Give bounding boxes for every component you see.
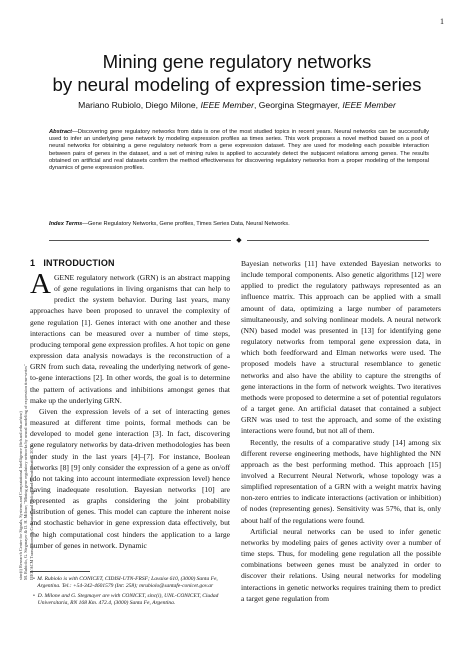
title-line: by neural modeling of expression time-series xyxy=(52,74,422,95)
footnote xyxy=(33,576,229,590)
bullet-icon: • xyxy=(33,576,35,582)
abstract-label: Abstract xyxy=(49,129,73,135)
page-number: 1 xyxy=(440,17,444,26)
title-line: Mining gene regulatory networks xyxy=(102,51,372,72)
sidebar-citation xyxy=(7,200,34,580)
index-terms xyxy=(49,221,429,228)
index-terms-label: Index Terms xyxy=(49,221,83,227)
paragraph: Bayesian networks [11] have extended Bayesian networks to include temporal components. Also genetic algorithms [12] were applied to predict the regulatory pathways represented as an influence matrix. This approach can be applied with a small amount of data, optimizing a large number of parameters simultaneously, and solving nonlinear models. A neural network (NN) based model was presented in [13] for identifying gene regulatory networks from temporal gene expression data, in which both feedforward and Elman networks were used. The proposed models have a structural resemblance to genetic networks and also have the ability to capture the strengths of gene interactions in the form of network weights. Two iteratives methods were proposed to determine a set of potential regulators of a target gene. An artificial dataset that contained a subject GRN was used to test the approach, and some of the existing interactions were found, but not all of them. xyxy=(241,259,441,436)
footnote-rule xyxy=(30,571,90,572)
drop-cap: A xyxy=(30,268,51,300)
abstract-text: —Discovering gene regulatory networks from data is one of the most studied topics in recent years. Neural networks can be successfully used to infer an underlying gene network by modeling expression profiles as times series. This work proposes a novel method based on a pool of neural networks for obtaining a gene regulatory network from a gene expression dataset. They are used for modeling each possible interaction between pairs of genes in the dataset, and a set of mining rules is applied to accurately detect the subjacent relations among genes. The results obtained on artificial and real datasets confirm the method effectiveness for discovering regulatory networks from a proper modeling of the temporal dynamics of gene expression profiles. xyxy=(49,129,429,172)
footnotes xyxy=(33,576,229,610)
author-text: Mariano Rubiolo, Diego Milone, xyxy=(78,100,201,110)
footnote-text: M. Rubiolo is with CONICET, CIDISI-UTN-FRSF; Lavaise 610, (3000) Santa Fe, Argentina. Tel.: +54-342-4601579 (Int: 258); mrubiolo@santafe-conicet.gov.ar xyxy=(37,576,218,589)
paragraph-text: GENE regulatory network (GRN) is an abstract mapping of gene regulations in living organisms that can help to predict the system behavior. During last years, many approaches have been proposed to unravel the complexity of gene regulation [1]. Genes interact with one another and these interactions can be measured over a number of time steps, producing temporal gene expression profiles. A hot topic on gene expression data analysis nowadays is the reconstruction of a GRN from such data, revealing the underlying network of gene-to-gene interactions [2]. In other words, the goal is to determine the pattern of activations and inhibitions amongst genes that make up the underlying GRN. xyxy=(30,273,230,405)
authors xyxy=(0,100,474,110)
section-title: INTRODUCTION xyxy=(43,258,115,268)
divider-line-left xyxy=(49,240,231,241)
right-column xyxy=(241,258,441,604)
index-terms-text: —Gene Regulatory Networks, Gene profiles, Times Series Data, Neural Networks. xyxy=(82,221,290,227)
footnote-text: D. Milone and G. Stegmayer are with CONICET, sinc(i), UNL-CONICET, Ciudad Universitaria, RN 168 Km. 472.4, (3000) Santa Fe, Argentina. xyxy=(37,592,219,606)
paper-title xyxy=(0,50,474,96)
section-divider xyxy=(49,237,429,244)
sidebar-line: M. Rubiolo, G. Stegmayer & D. H. Milone; "Mining gene regulatory networks by neural modeling of expression time-series" xyxy=(23,364,29,580)
section-heading xyxy=(30,258,115,268)
paragraph: Artificial neural networks can be used to infer genetic networks by modeling pairs of genes activity over a number of time steps. Thus, for modeling gene regulation all the possible combinations between genes must be analyzed in order to discover their relations. Using neural networks for modeling interactions in genetic networks requires training them to predict a target gene regulation from xyxy=(241,526,441,603)
author-role: IEEE Member xyxy=(200,100,254,110)
divider-line-right xyxy=(247,240,429,241)
left-column xyxy=(30,268,230,551)
paragraph: Recently, the results of a comparative study [14] among six different reverse engineering methods, have highlighted the NN approach as the best performing method. This approach [15] involved a Recurrent Neural Network, whose topology was a simplified representation of a GRN with a weight matrix having non-zero entries to indicate interactions (activation or inhibition) of nodes (representing genes). Sensitivity was 57%, that is, only about half of the regulations were found. xyxy=(241,437,441,525)
author-text: , Georgina Stegmayer, xyxy=(253,100,343,110)
paragraph: Given the expression levels of a set of interacting genes measured at different time points, formal methods can be developed to model gene interaction [3]. In fact, discovering gene regulatory networks by data-driven methodologies has been under study in the last years [4]–[7]. For instance, Boolean networks [8] [9] only consider the expression of a gene as on/off (do not taking into account intermediate expression level) hence having inadequate resolution. Bayesian networks [10] are represented as graphs considering the joint probability distribution of genes. This model can capture the inherent noise and stochastic behavior in gene expression data effectively, but the high computational cost hinders the application to a large number of genes in network. Dynamic xyxy=(30,406,230,550)
footnote xyxy=(33,593,229,607)
paragraph xyxy=(30,268,230,406)
author-role: IEEE Member xyxy=(342,100,396,110)
section-number: 1 xyxy=(30,258,36,268)
sidebar-line: IEEE/ACM Transactions on Computational Biology and Bioinformatics, 2015. xyxy=(28,444,34,580)
bullet-icon: • xyxy=(33,592,35,599)
sidebar-line: sinc(i) Research Center for Signals, Systems and Computational Intelligence (fich.unl.edu.ar/sinc) xyxy=(18,411,23,580)
abstract xyxy=(49,129,429,172)
diamond-icon: ◆ xyxy=(236,236,242,244)
